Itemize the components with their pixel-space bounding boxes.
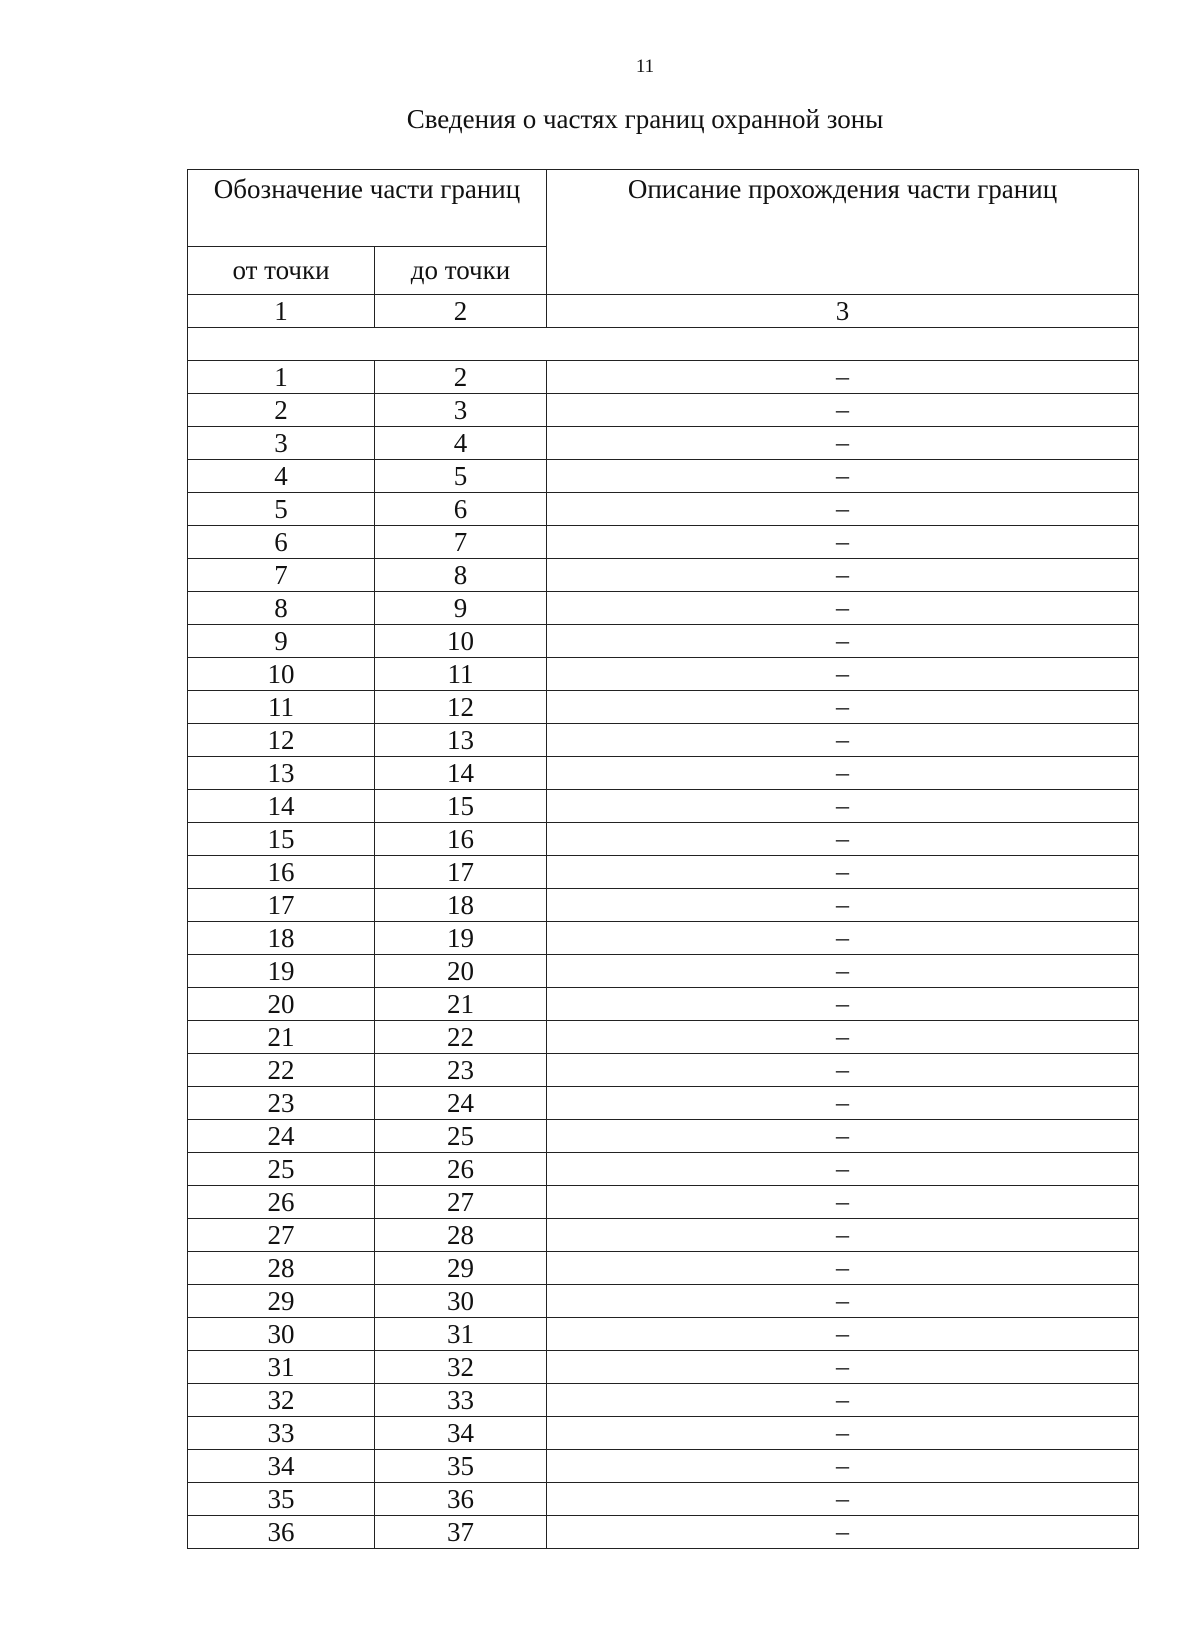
table-row [188, 1384, 1139, 1417]
from-point-cell: 36 [188, 1516, 375, 1549]
to-point-cell: 7 [375, 526, 547, 559]
table-row [188, 526, 1139, 559]
table-row [188, 1516, 1139, 1549]
description-cell: – [547, 1252, 1139, 1285]
to-point-cell: 14 [375, 757, 547, 790]
to-point-cell: 15 [375, 790, 547, 823]
table-row [188, 1285, 1139, 1318]
to-point-cell: 28 [375, 1219, 547, 1252]
to-point-cell: 33 [375, 1384, 547, 1417]
table-row [188, 361, 1139, 394]
description-cell: – [547, 1417, 1139, 1450]
document-title: Сведения о частях границ охранной зоны [406, 104, 884, 134]
from-point-cell: 7 [188, 559, 375, 592]
description-cell: – [547, 1186, 1139, 1219]
page-number: 11 [635, 56, 655, 77]
to-point-cell: 3 [375, 394, 547, 427]
from-point-cell: 27 [188, 1219, 375, 1252]
from-point-cell: 3 [188, 427, 375, 460]
to-point-cell: 17 [375, 856, 547, 889]
from-point-cell: 22 [188, 1054, 375, 1087]
table-row [188, 691, 1139, 724]
from-point-cell: 13 [188, 757, 375, 790]
description-cell: – [547, 394, 1139, 427]
description-cell: – [547, 1021, 1139, 1054]
table-row [188, 1351, 1139, 1384]
description-cell: – [547, 1153, 1139, 1186]
table-row [188, 724, 1139, 757]
from-point-cell: 26 [188, 1186, 375, 1219]
from-point-cell: 28 [188, 1252, 375, 1285]
header-to-point: до точки [375, 247, 547, 295]
description-cell: – [547, 1384, 1139, 1417]
to-point-cell: 25 [375, 1120, 547, 1153]
table-row [188, 559, 1139, 592]
description-cell: – [547, 526, 1139, 559]
from-point-cell: 5 [188, 493, 375, 526]
from-point-cell: 10 [188, 658, 375, 691]
column-number-row [188, 295, 1139, 328]
table-row [188, 1450, 1139, 1483]
from-point-cell: 21 [188, 1021, 375, 1054]
description-cell: – [547, 559, 1139, 592]
description-cell: – [547, 955, 1139, 988]
description-cell: – [547, 988, 1139, 1021]
description-cell: – [547, 724, 1139, 757]
from-point-cell: 31 [188, 1351, 375, 1384]
from-point-cell: 19 [188, 955, 375, 988]
table-row [188, 1483, 1139, 1516]
description-cell: – [547, 1285, 1139, 1318]
description-cell: – [547, 823, 1139, 856]
from-point-cell: 16 [188, 856, 375, 889]
description-cell: – [547, 790, 1139, 823]
to-point-cell: 20 [375, 955, 547, 988]
to-point-cell: 30 [375, 1285, 547, 1318]
to-point-cell: 32 [375, 1351, 547, 1384]
from-point-cell: 23 [188, 1087, 375, 1120]
table-row [188, 823, 1139, 856]
description-cell: – [547, 1219, 1139, 1252]
description-cell: – [547, 1351, 1139, 1384]
table-row [188, 1417, 1139, 1450]
to-point-cell: 19 [375, 922, 547, 955]
description-cell: – [547, 427, 1139, 460]
from-point-cell: 2 [188, 394, 375, 427]
table-row [188, 790, 1139, 823]
to-point-cell: 29 [375, 1252, 547, 1285]
column-number: 1 [188, 295, 375, 328]
table-row [188, 1120, 1139, 1153]
section-row [188, 328, 1139, 361]
to-point-cell: 31 [375, 1318, 547, 1351]
to-point-cell: 12 [375, 691, 547, 724]
table-row [188, 493, 1139, 526]
table-row [188, 922, 1139, 955]
header-designation: Обозначение части границ [188, 170, 547, 247]
to-point-cell: 26 [375, 1153, 547, 1186]
table-row [188, 955, 1139, 988]
description-cell: – [547, 460, 1139, 493]
description-cell: – [547, 493, 1139, 526]
from-point-cell: 30 [188, 1318, 375, 1351]
table-row [188, 856, 1139, 889]
from-point-cell: 17 [188, 889, 375, 922]
column-number: 2 [375, 295, 547, 328]
to-point-cell: 34 [375, 1417, 547, 1450]
to-point-cell: 9 [375, 592, 547, 625]
to-point-cell: 2 [375, 361, 547, 394]
table-row [188, 1219, 1139, 1252]
to-point-cell: 16 [375, 823, 547, 856]
table-row [188, 1153, 1139, 1186]
table-row [188, 658, 1139, 691]
table-row [188, 460, 1139, 493]
from-point-cell: 11 [188, 691, 375, 724]
description-cell: – [547, 625, 1139, 658]
to-point-cell: 6 [375, 493, 547, 526]
description-cell: – [547, 1087, 1139, 1120]
from-point-cell: 8 [188, 592, 375, 625]
from-point-cell: 35 [188, 1483, 375, 1516]
from-point-cell: 20 [188, 988, 375, 1021]
description-cell: – [547, 361, 1139, 394]
from-point-cell: 32 [188, 1384, 375, 1417]
from-point-cell: 12 [188, 724, 375, 757]
table-row [188, 592, 1139, 625]
to-point-cell: 36 [375, 1483, 547, 1516]
table-row [188, 757, 1139, 790]
to-point-cell: 24 [375, 1087, 547, 1120]
table-row [188, 394, 1139, 427]
from-point-cell: 18 [188, 922, 375, 955]
description-cell: – [547, 1516, 1139, 1549]
from-point-cell: 24 [188, 1120, 375, 1153]
table-row [188, 1087, 1139, 1120]
to-point-cell: 21 [375, 988, 547, 1021]
to-point-cell: 11 [375, 658, 547, 691]
to-point-cell: 13 [375, 724, 547, 757]
from-point-cell: 4 [188, 460, 375, 493]
description-cell: – [547, 1450, 1139, 1483]
table-header-row [188, 170, 1139, 247]
to-point-cell: 5 [375, 460, 547, 493]
from-point-cell: 34 [188, 1450, 375, 1483]
from-point-cell: 9 [188, 625, 375, 658]
description-cell: – [547, 856, 1139, 889]
table-row [188, 1054, 1139, 1087]
description-cell: – [547, 1120, 1139, 1153]
to-point-cell: 22 [375, 1021, 547, 1054]
description-cell: – [547, 1054, 1139, 1087]
table-row [188, 988, 1139, 1021]
description-cell: – [547, 922, 1139, 955]
table-row [188, 427, 1139, 460]
description-cell: – [547, 691, 1139, 724]
to-point-cell: 18 [375, 889, 547, 922]
table-row [188, 1186, 1139, 1219]
to-point-cell: 10 [375, 625, 547, 658]
from-point-cell: 14 [188, 790, 375, 823]
description-cell: – [547, 889, 1139, 922]
from-point-cell: 6 [188, 526, 375, 559]
from-point-cell: 25 [188, 1153, 375, 1186]
header-from-point: от точки [188, 247, 375, 295]
to-point-cell: 37 [375, 1516, 547, 1549]
from-point-cell: 29 [188, 1285, 375, 1318]
to-point-cell: 8 [375, 559, 547, 592]
table-row [188, 1318, 1139, 1351]
description-cell: – [547, 757, 1139, 790]
to-point-cell: 23 [375, 1054, 547, 1087]
description-cell: – [547, 592, 1139, 625]
description-cell: – [547, 1483, 1139, 1516]
table-row [188, 1021, 1139, 1054]
to-point-cell: 4 [375, 427, 547, 460]
column-number: 3 [547, 295, 1139, 328]
section-label [188, 328, 1139, 361]
table-row [188, 1252, 1139, 1285]
from-point-cell: 33 [188, 1417, 375, 1450]
table-row [188, 889, 1139, 922]
description-cell: – [547, 658, 1139, 691]
table-row [188, 625, 1139, 658]
header-description: Описание прохождения части границ [547, 170, 1139, 295]
from-point-cell: 15 [188, 823, 375, 856]
description-cell: – [547, 1318, 1139, 1351]
boundary-parts-table [187, 169, 1139, 1549]
to-point-cell: 27 [375, 1186, 547, 1219]
to-point-cell: 35 [375, 1450, 547, 1483]
from-point-cell: 1 [188, 361, 375, 394]
